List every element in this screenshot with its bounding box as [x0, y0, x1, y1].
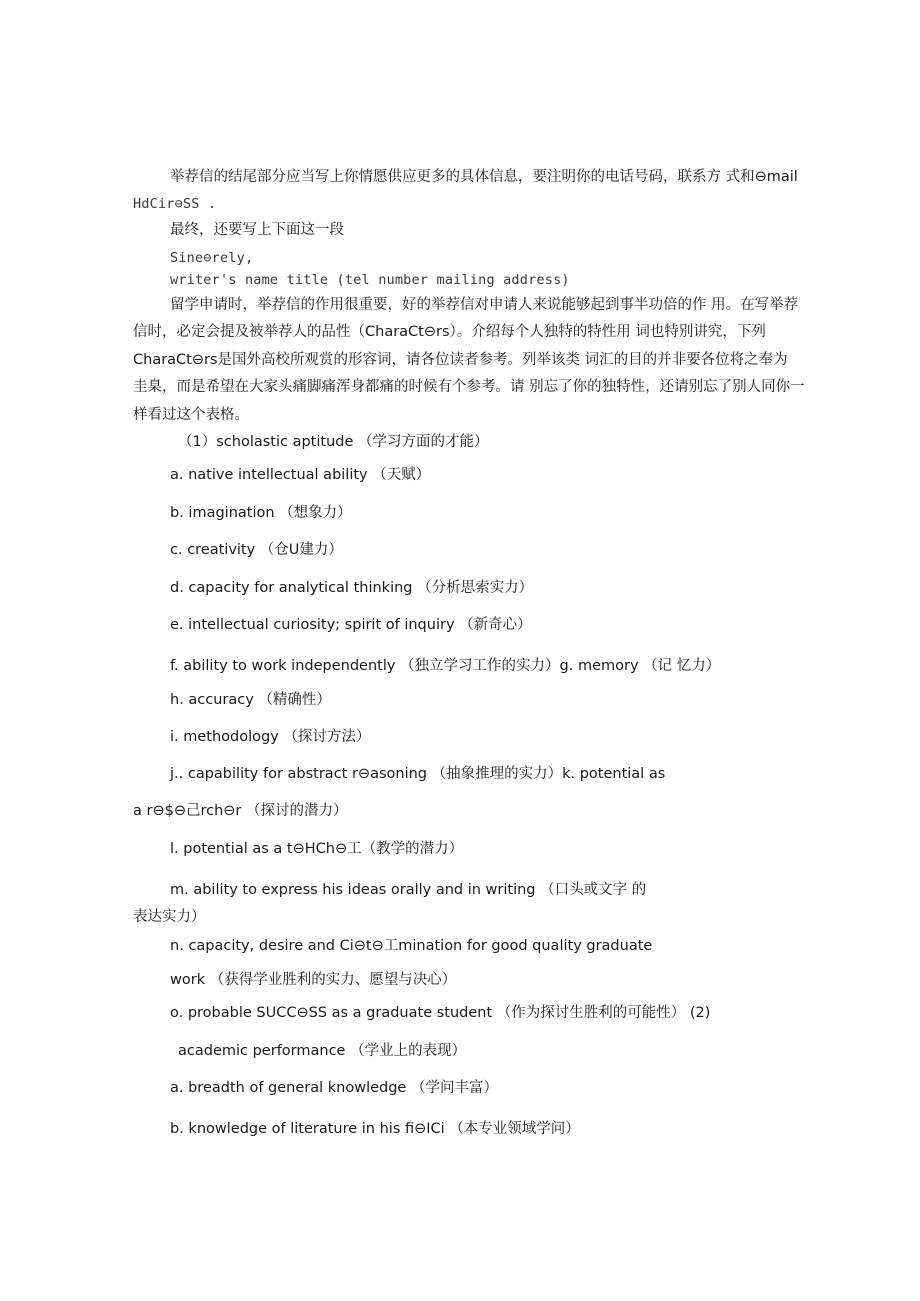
list-item-n-line-1: n. capacity, desire and Ci⊖t⊖工mination for good quality graduate — [170, 938, 653, 954]
list-item-n-line-2: work （获得学业胜利的实力、愿望与决心） — [170, 972, 457, 988]
list-item-j-k-line-1: j.. capability for abstract r⊖asoning （抽象推理的实力）k. potential as — [170, 766, 666, 782]
list-item-o: o. probable SUCC⊖SS as a graduate student （作为探讨生胜利的可能性） (2) — [170, 1005, 711, 1021]
list-item-c: c. creativity （仓U建力） — [170, 542, 343, 558]
section-2-heading: academic performance （学业上的表现） — [178, 1043, 467, 1059]
final-instruction: 最终，还要写上下面这一段 — [170, 222, 344, 238]
list-item-m-line-1: m. ability to express his ideas orally and in writing （口头或文字 的 — [170, 882, 647, 898]
list-item-h: h. accuracy （精确性） — [170, 692, 331, 708]
intro-paragraph-line-2: 信时，必定会提及被举荐人的品性（CharaCt⊖rs）。介绍每个人独特的特性用 词也特别讲究，下列 — [133, 324, 766, 340]
closing-paragraph-line-1: 举荐信的结尾部分应当写上你情愿供应更多的具体信息，要注明你的电话号码，联系方 式和⊖mail — [170, 169, 798, 185]
list-item-l: l. potential as a t⊖HCh⊖工（教学的潜力） — [170, 841, 464, 857]
list-item-b: b. imagination （想象力） — [170, 505, 352, 521]
section-2-item-b: b. knowledge of literature in his fi⊖ICi （本专业领域学问） — [170, 1121, 580, 1137]
intro-paragraph-line-1: 留学申请时，举荐信的作用很重要，好的举荐信对申请人来说能够起到事半功倍的作 用。在写举荐 — [170, 297, 799, 313]
intro-paragraph-line-4: 圭臬，而是希望在大家头痛脚痛浑身都痛的时候有个参考。请 别忘了你的独特性，还请别忘了别人同你一 — [133, 379, 805, 395]
list-item-d: d. capacity for analytical thinking （分析思索实力） — [170, 580, 534, 596]
signature-writer-details: writer's name title (tel number mailing address) — [170, 272, 570, 288]
list-item-e: e. intellectual curiosity; spirit of inquiry （新奇心） — [170, 617, 532, 633]
signature-sincerely: Sine⊖rely, — [170, 250, 254, 266]
section-1-heading: （1）scholastic aptitude （学习方面的才能） — [178, 434, 489, 450]
list-item-f-g: f. ability to work independently （独立学习工作的实力）g. memory （记 忆力） — [170, 658, 721, 674]
intro-paragraph-line-3: CharaCt⊖rs是国外高校所观赏的形容词，请各位读者参考。列举该类 词汇的目的并非要各位将之奉为 — [133, 352, 788, 368]
list-item-a: a. native intellectual ability （天赋） — [170, 467, 431, 483]
list-item-m-line-2: 表达实力） — [133, 909, 206, 925]
section-2-item-a: a. breadth of general knowledge （学问丰富） — [170, 1080, 498, 1096]
closing-paragraph-line-2: HdCir⊖SS . — [133, 196, 217, 212]
list-item-j-k-line-2: a r⊖$⊖己rch⊖r （探讨的潜力） — [133, 803, 348, 819]
intro-paragraph-line-5: 样看过这个表格。 — [133, 407, 249, 423]
list-item-i: i. methodology （探讨方法） — [170, 729, 371, 745]
